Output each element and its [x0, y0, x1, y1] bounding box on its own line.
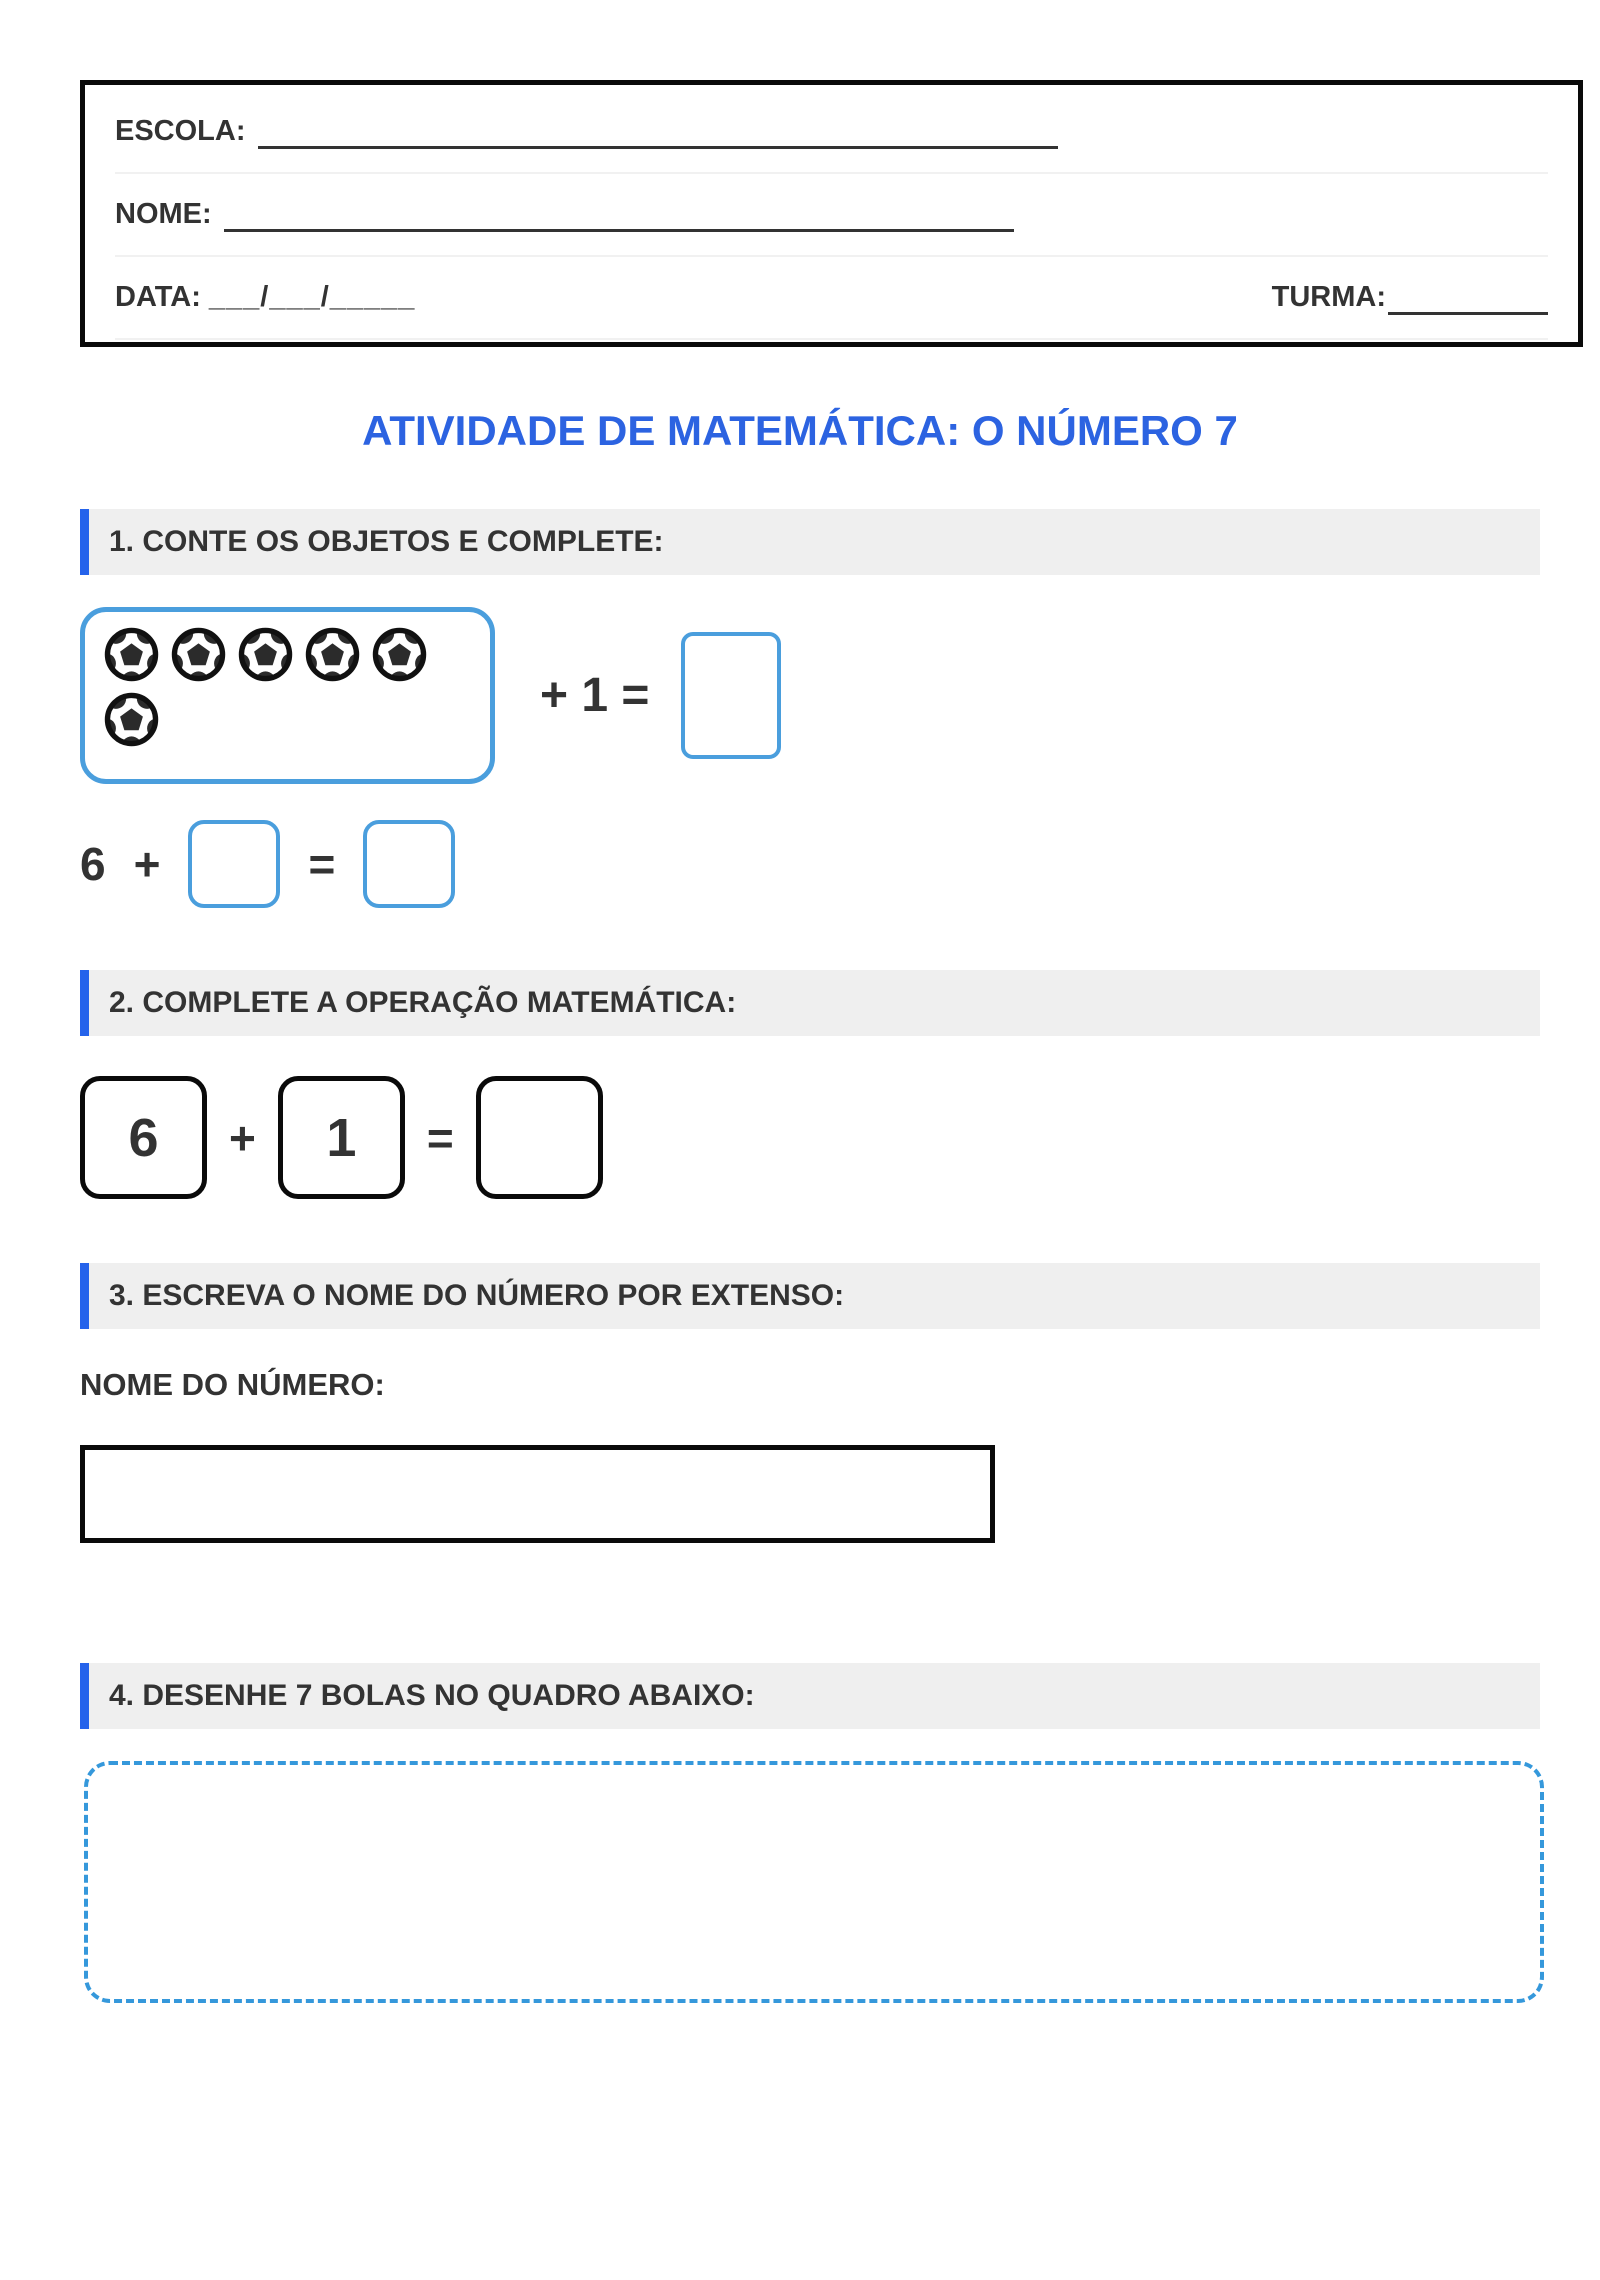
count-objects-row — [80, 607, 1600, 784]
result-answer-box[interactable] — [476, 1076, 603, 1199]
soccer-ball-icon — [103, 626, 160, 683]
operand-box-1: 6 — [80, 1076, 207, 1199]
drawing-area[interactable] — [84, 1761, 1544, 2003]
objects-box — [80, 607, 495, 784]
answer-box[interactable] — [363, 820, 455, 908]
soccer-ball-icon — [170, 626, 227, 683]
name-blank-line[interactable] — [224, 198, 1014, 232]
equals-sign: = — [426, 1111, 454, 1164]
soccer-ball-icon — [371, 626, 428, 683]
date-blank[interactable]: ___/___/_____ — [208, 281, 416, 313]
school-label: ESCOLA: — [115, 115, 246, 147]
class-blank-line[interactable] — [1388, 281, 1548, 315]
equation-addend: 6 — [80, 838, 106, 890]
operation-row — [80, 1076, 1600, 1199]
number-name-label: NOME DO NÚMERO: — [80, 1367, 385, 1402]
section2-heading: 2. COMPLETE A OPERAÇÃO MATEMÁTICA: — [80, 970, 1540, 1036]
section4-heading: 4. DESENHE 7 BOLAS NO QUADRO ABAIXO: — [80, 1663, 1540, 1729]
answer-box[interactable] — [681, 632, 781, 759]
plus-one-text: + 1 = — [540, 669, 650, 722]
name-label: NOME: — [115, 198, 212, 230]
section3-heading: 3. ESCREVA O NOME DO NÚMERO POR EXTENSO: — [80, 1263, 1540, 1329]
soccer-ball-icon — [103, 691, 160, 748]
soccer-ball-icon — [237, 626, 294, 683]
date-label: DATA: — [115, 281, 201, 313]
school-blank-line[interactable] — [258, 115, 1058, 149]
name-row — [115, 174, 1548, 257]
class-label: TURMA: — [1271, 281, 1386, 313]
school-row — [115, 91, 1548, 174]
number-name-answer-box[interactable] — [80, 1445, 995, 1543]
operand-box-2: 1 — [278, 1076, 405, 1199]
section1-heading: 1. CONTE OS OBJETOS E COMPLETE: — [80, 509, 1540, 575]
soccer-ball-icon — [304, 626, 361, 683]
answer-box[interactable] — [188, 820, 280, 908]
equals-sign: = — [308, 838, 336, 890]
student-info-box — [80, 80, 1583, 347]
plus-sign: + — [229, 1111, 256, 1164]
date-class-row — [115, 257, 1548, 340]
plus-sign: + — [133, 838, 161, 890]
equation-row — [80, 820, 1600, 908]
page-title: ATIVIDADE DE MATEMÁTICA: O NÚMERO 7 — [362, 407, 1238, 454]
